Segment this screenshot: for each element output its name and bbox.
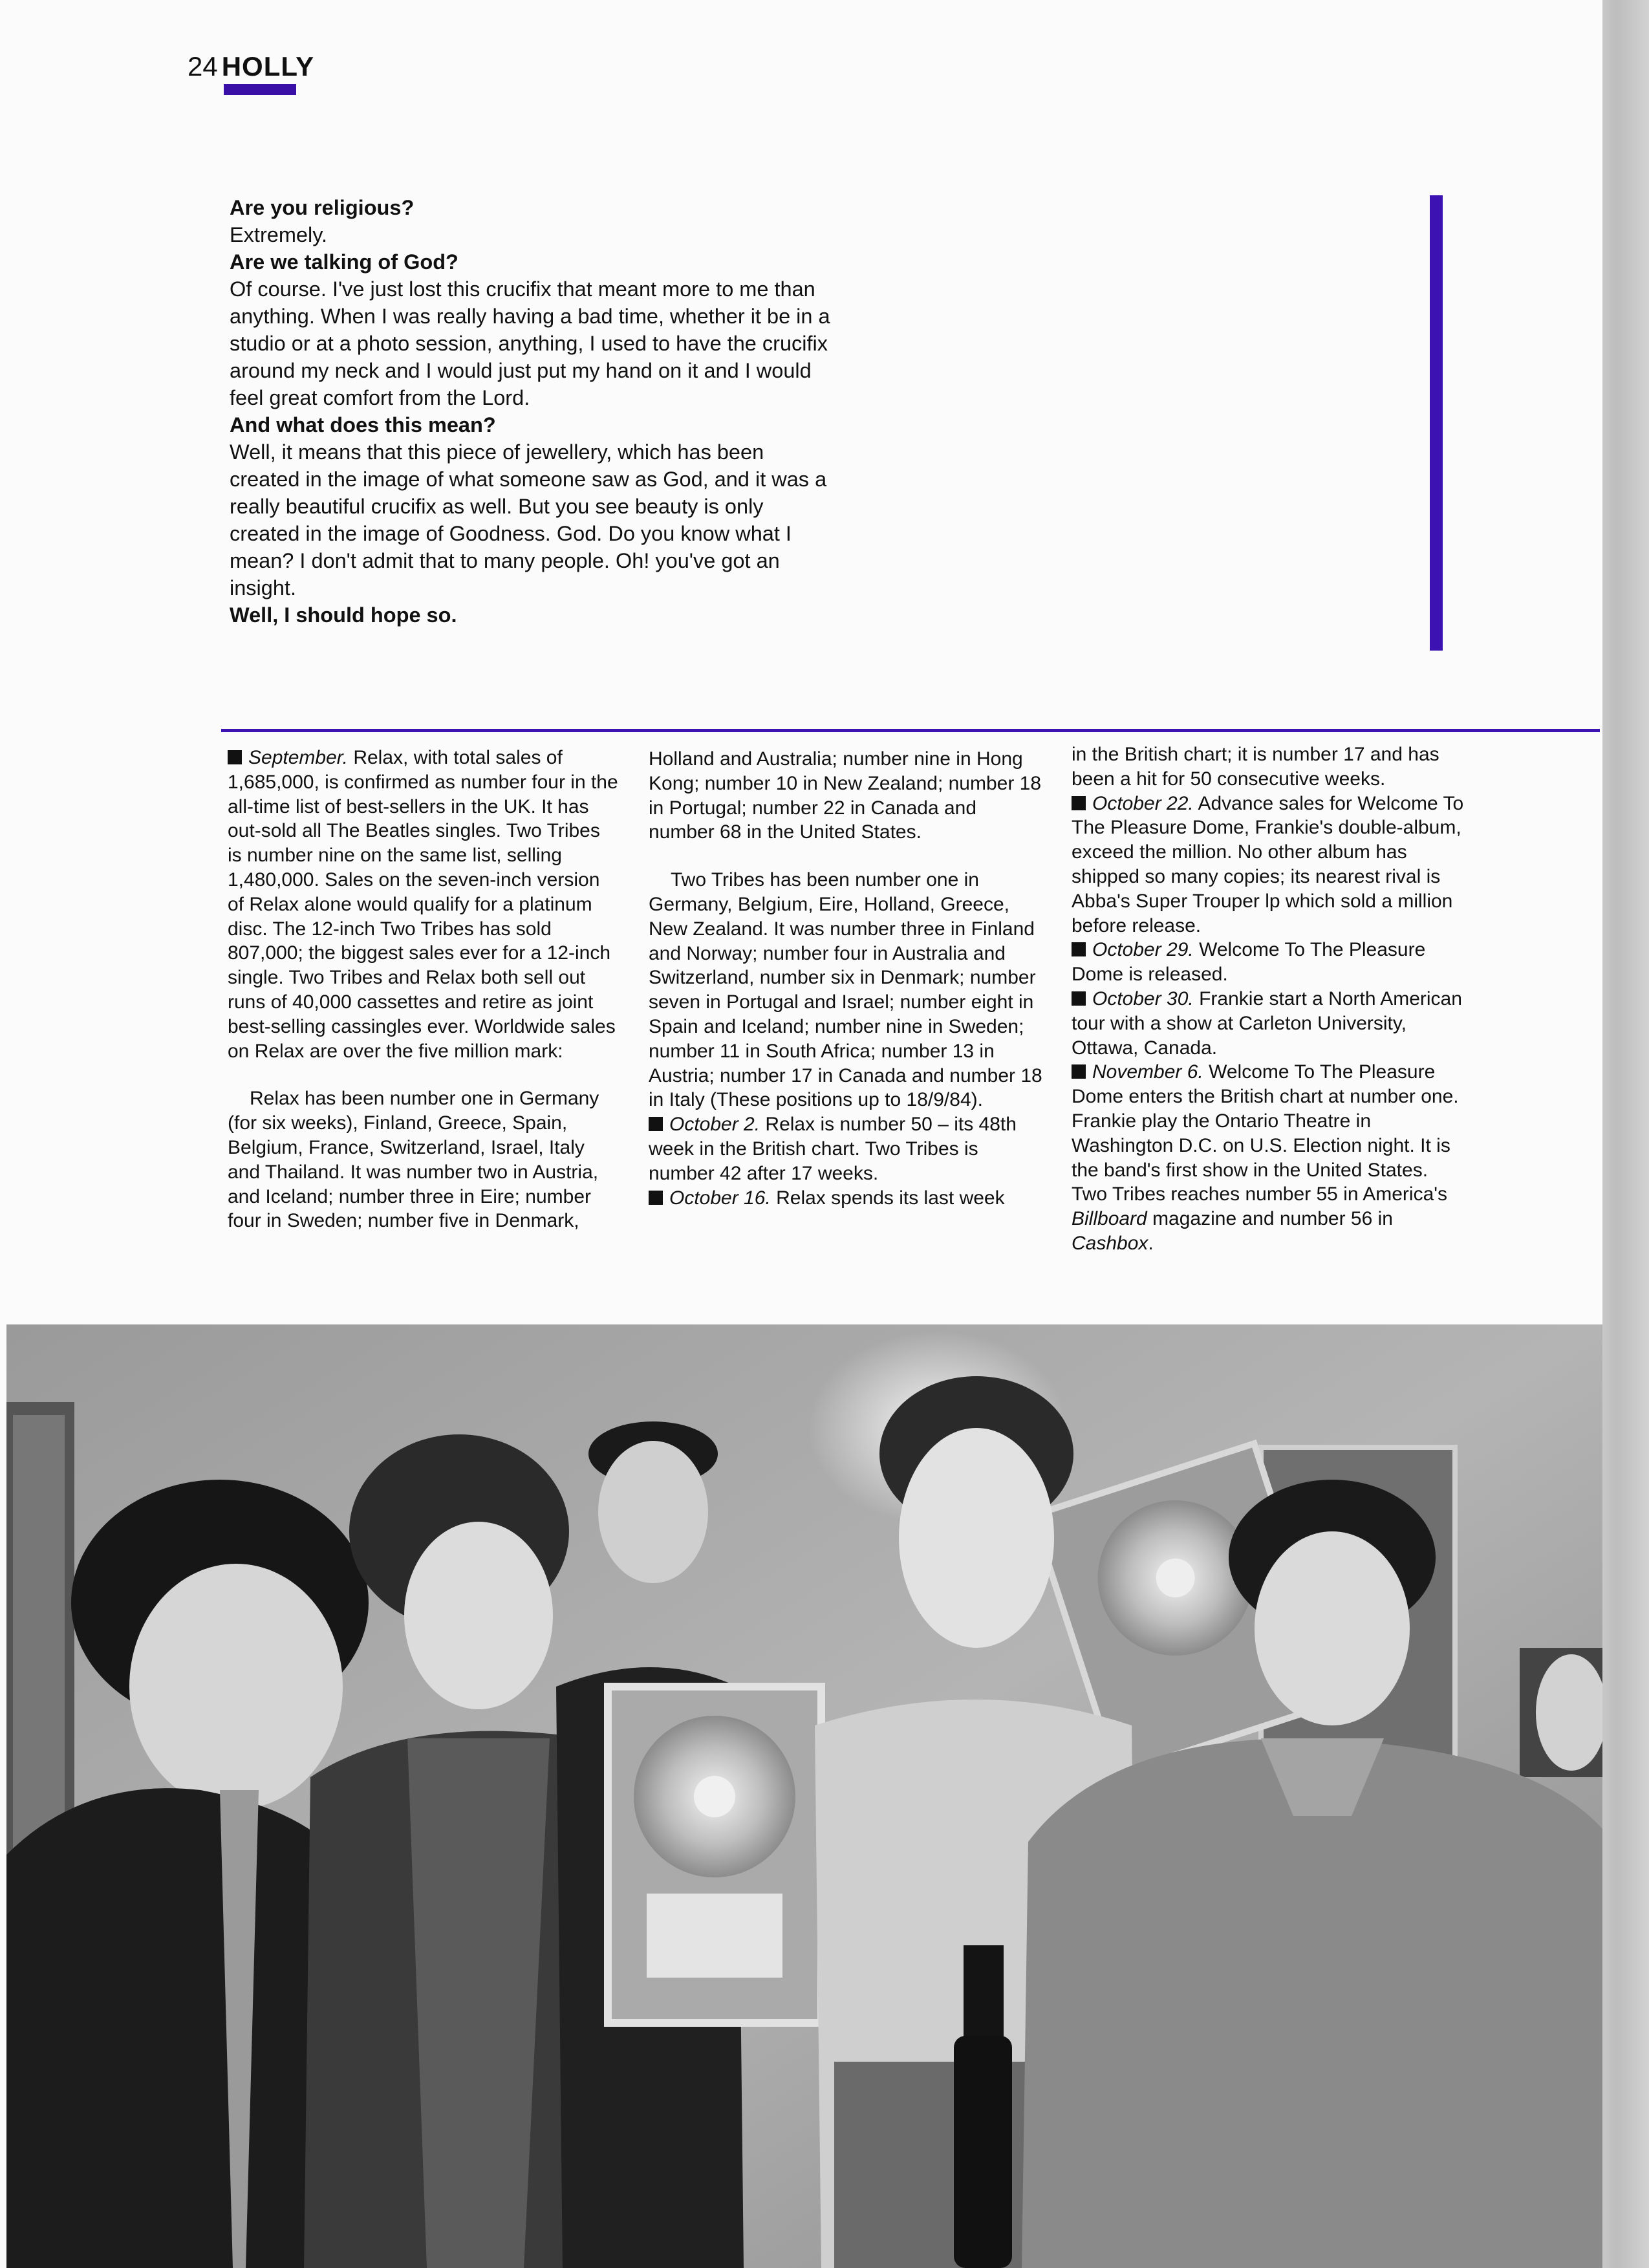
chronology-entry xyxy=(228,746,619,1063)
entry-text: Welcome To The Pleasure Dome enters the British chart at number one. Frankie play the Ontario Theatre in Washington D.C. on U.S. Election night. It is the band's first show in the United States. Two Tribes reaches number 55 in America's xyxy=(1072,1061,1459,1205)
entry-date: September. xyxy=(248,747,348,768)
interview-block xyxy=(230,194,832,629)
section-underline xyxy=(224,84,296,95)
entry-date: October 29. xyxy=(1092,939,1194,961)
interview-question: And what does this mean? xyxy=(230,413,496,437)
entry-text: magazine and number 56 in xyxy=(1147,1208,1393,1230)
interview-question: Are you religious? xyxy=(230,196,415,219)
entry-text: Advance sales for Welcome To The Pleasure Dome, Frankie's double-album, exceed the million. No other album has shipped so many copies; its nearest rival is Abba's Super Trouper lp which sold a million before release. xyxy=(1072,792,1464,936)
accent-horizontal-rule xyxy=(221,729,1600,732)
chronology-paragraph: Relax has been number one in Germany (for six weeks), Finland, Greece, Spain, Belgium, France, Switzerland, Israel, Italy and Thailand. It was number two in Austria, and Iceland; number three in Eire; number four in Sweden; number five in Denmark, xyxy=(228,1088,599,1232)
entry-text: Frankie start a North American tour with a show at Carleton University, Ottawa, Canada. xyxy=(1072,988,1462,1059)
square-bullet-icon xyxy=(1072,942,1086,956)
chronology-paragraph: in the British chart; it is number 17 and has been a hit for 50 consecutive weeks. xyxy=(1072,744,1439,790)
chronology-entry xyxy=(1072,987,1466,1060)
chronology-entry xyxy=(649,1112,1043,1185)
interview-question: Are we talking of God? xyxy=(230,250,458,274)
interview-answer: Extremely. xyxy=(230,223,328,246)
entry-date: November 6. xyxy=(1092,1061,1203,1083)
entry-text: Welcome To The Pleasure Dome is released. xyxy=(1072,939,1426,986)
entry-date: October 16. xyxy=(669,1187,771,1209)
chronology-entry xyxy=(649,1186,1043,1211)
accent-vertical-bar xyxy=(1430,195,1443,651)
chronology-paragraph: Two Tribes has been number one in Germany, Belgium, Eire, Holland, Greece, New Zealand. It was number three in Finland and Norway; number four in Australia and Switzerland, number six in Denmark; number seven in Portugal and Israel; number eight in Spain and Iceland; number nine in Sweden; number 11 in South Africa; number 13 in Austria; number 17 in Canada and number 18 in Italy (These positions up to 18/9/84). xyxy=(649,869,1042,1111)
entry-text: Relax, with total sales of 1,685,000, is confirmed as number four in the all-time list of best-sellers in the UK. It has out-sold all The Beatles singles. Two Tribes is number nine on the same list, selling 1,480,000. Sales on the seven-inch version of Relax alone would qualify for a platinum disc. The 12-inch Two Tribes has sold 807,000; the biggest sales ever for a 12-inch single. Two Tribes and Relax both sell out runs of 40,000 cassettes and retire as joint best-selling cassingles ever. Worldwide sales on Relax are over the five million mark: xyxy=(228,747,618,1062)
square-bullet-icon xyxy=(649,1191,663,1205)
band-photo xyxy=(6,1324,1602,2268)
entry-emphasis: Billboard xyxy=(1072,1208,1147,1230)
square-bullet-icon xyxy=(228,750,242,764)
interview-answer: Well, it means that this piece of jewellery, which has been created in the image of what someone saw as God, and it was a really beautiful crucifix as well. But you see beauty is only created in the image of Goodness. God. Do you know what I mean? I don't admit that to many people. Oh! you've got an insight. xyxy=(230,440,827,599)
entry-date: October 22. xyxy=(1092,792,1194,814)
scan-edge xyxy=(1602,0,1649,2268)
square-bullet-icon xyxy=(649,1117,663,1131)
page-folio xyxy=(188,50,314,83)
chronology-entry xyxy=(1072,792,1466,938)
page-number: 24 xyxy=(188,51,218,81)
chronology-paragraph: Holland and Australia; number nine in Hong Kong; number 10 in New Zealand; number 18 in Portugal; number 22 in Canada and number 68 in the United States. xyxy=(649,748,1042,843)
chronology-entry xyxy=(1072,938,1466,987)
interview-answer: Of course. I've just lost this crucifix that meant more to me than anything. When I was really having a bad time, whether it be in a studio or at a photo session, anything, I used to have the crucifix around my neck and I would just put my hand on it and I would feel great comfort from the Lord. xyxy=(230,277,830,409)
entry-date: October 30. xyxy=(1092,988,1194,1010)
interview-question: Well, I should hope so. xyxy=(230,603,457,627)
chronology-column-1 xyxy=(228,746,619,1233)
chronology-column-3 xyxy=(1072,742,1466,1256)
square-bullet-icon xyxy=(1072,796,1086,810)
section-title: HOLLY xyxy=(221,51,315,81)
entry-date: October 2. xyxy=(669,1114,760,1136)
entry-text: . xyxy=(1148,1232,1154,1254)
square-bullet-icon xyxy=(1072,1064,1086,1079)
chronology-entry xyxy=(1072,1060,1466,1255)
square-bullet-icon xyxy=(1072,991,1086,1006)
entry-emphasis: Cashbox xyxy=(1072,1232,1148,1254)
chronology-column-2 xyxy=(649,747,1043,1210)
entry-text: Relax is number 50 – its 48th week in the British chart. Two Tribes is number 42 after 17 weeks. xyxy=(649,1114,1017,1184)
entry-text: Relax spends its last week xyxy=(770,1187,1005,1209)
